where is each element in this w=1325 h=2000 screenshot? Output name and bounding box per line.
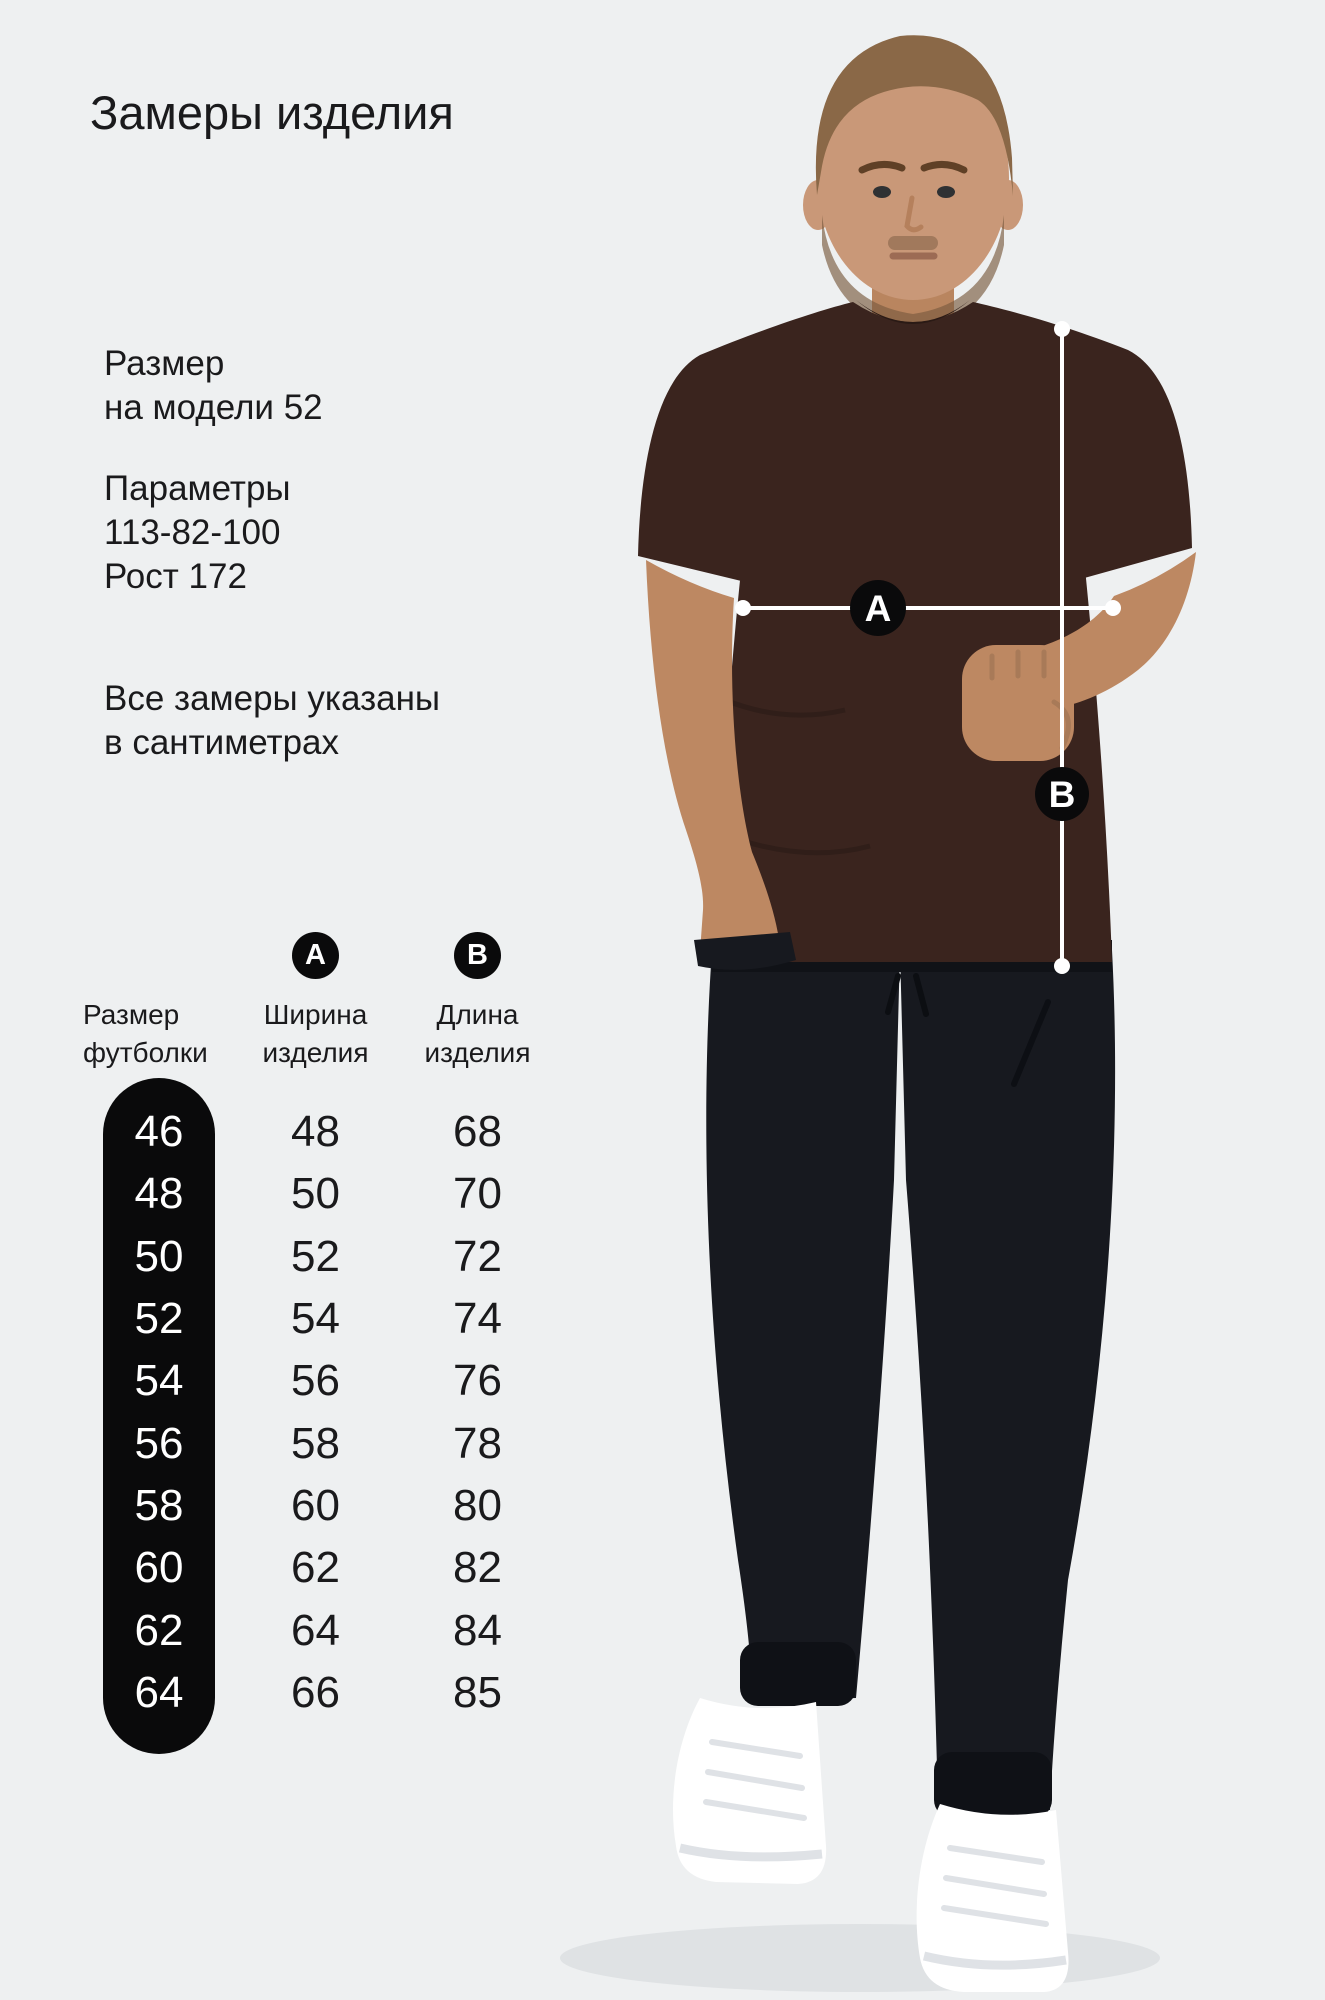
column-header-length-line1: Длина [436, 999, 519, 1030]
model-size-block [104, 342, 323, 430]
marker-a-label: A [864, 588, 892, 629]
units-note-block [104, 677, 440, 765]
width-cell: 62 [291, 1543, 340, 1593]
size-cell: 46 [134, 1107, 184, 1157]
table-row [83, 1662, 563, 1724]
length-cell: 76 [453, 1356, 502, 1406]
model-size-line2: на модели 52 [104, 388, 323, 427]
parameters-line3: Рост 172 [104, 557, 247, 596]
size-cell: 62 [134, 1605, 184, 1655]
parameters-block [104, 467, 291, 599]
column-header-width-line2: изделия [262, 1037, 369, 1068]
width-cell: 50 [291, 1169, 340, 1219]
parameters-line2: 113-82-100 [104, 513, 281, 552]
length-cell: 68 [453, 1107, 502, 1157]
page-title: Замеры изделия [90, 86, 454, 139]
column-header-length [405, 996, 550, 1072]
size-cell: 64 [134, 1667, 184, 1717]
length-cell: 70 [453, 1169, 502, 1219]
column-header-length-line2: изделия [424, 1037, 531, 1068]
parameters-line1: Параметры [104, 469, 291, 508]
size-cell: 60 [134, 1543, 184, 1593]
width-cell: 54 [291, 1294, 340, 1344]
table-row [83, 1475, 563, 1537]
table-row [83, 1350, 563, 1412]
model-size-line1: Размер [104, 344, 225, 383]
length-cell: 78 [453, 1418, 502, 1468]
width-cell: 66 [291, 1667, 340, 1717]
width-cell: 56 [291, 1356, 340, 1406]
size-table [83, 920, 563, 1780]
column-a-badge: A [292, 932, 339, 979]
length-cell: 74 [453, 1294, 502, 1344]
length-cell: 72 [453, 1231, 502, 1281]
size-cell: 52 [134, 1294, 184, 1344]
table-row [83, 1163, 563, 1225]
size-cell: 50 [134, 1231, 184, 1281]
table-row [83, 1288, 563, 1350]
column-header-size [83, 996, 208, 1072]
column-header-size-line1: Размер [83, 999, 180, 1030]
table-row [83, 1537, 563, 1599]
size-cell: 48 [134, 1169, 184, 1219]
units-note-line1: Все замеры указаны [104, 679, 441, 718]
column-header-width [243, 996, 388, 1072]
size-cell: 58 [134, 1480, 184, 1530]
width-cell: 64 [291, 1605, 340, 1655]
table-row [83, 1101, 563, 1163]
length-cell: 84 [453, 1605, 502, 1655]
column-header-width-line1: Ширина [263, 999, 368, 1030]
column-header-size-line2: футболки [83, 1037, 208, 1068]
width-cell: 60 [291, 1480, 340, 1530]
table-row [83, 1226, 563, 1288]
width-cell: 52 [291, 1231, 340, 1281]
length-cell: 80 [453, 1480, 502, 1530]
length-cell: 82 [453, 1543, 502, 1593]
units-note-line2: в сантиметрах [104, 723, 340, 762]
marker-b-label: B [1048, 774, 1076, 815]
width-cell: 48 [291, 1107, 340, 1157]
size-cell: 56 [134, 1418, 184, 1468]
length-cell: 85 [453, 1667, 502, 1717]
table-row [83, 1599, 563, 1661]
table-row [83, 1412, 563, 1474]
width-cell: 58 [291, 1418, 340, 1468]
size-table-rows [83, 1101, 563, 1724]
column-b-badge: B [454, 932, 501, 979]
size-cell: 54 [134, 1356, 184, 1406]
